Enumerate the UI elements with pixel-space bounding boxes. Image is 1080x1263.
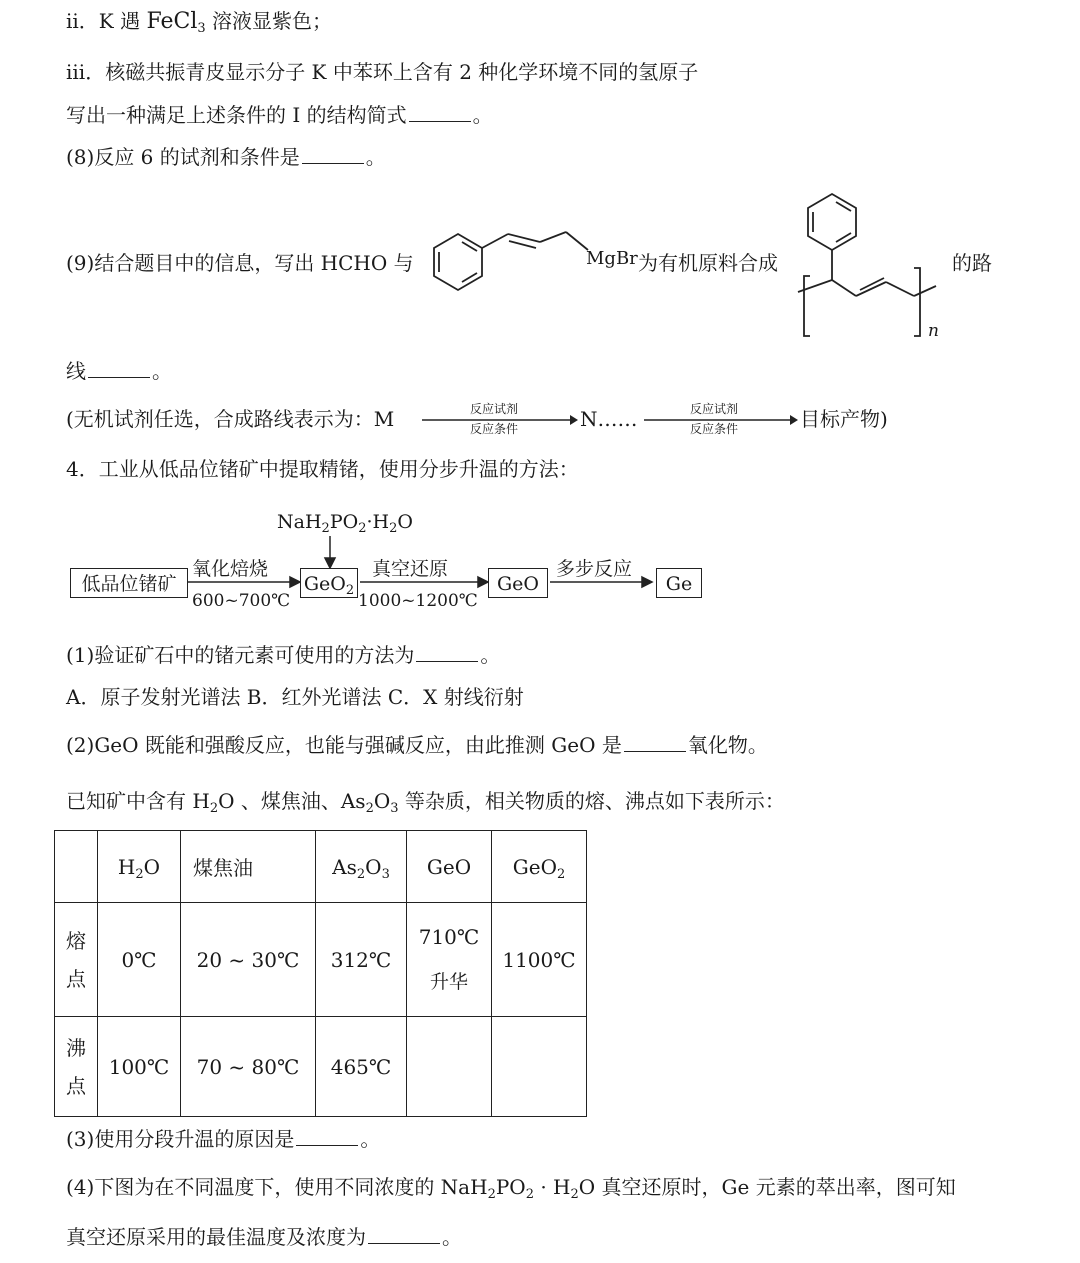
table-cell: 312℃ [316, 903, 407, 1017]
flow-step1-bottom: 600~700℃ [192, 591, 291, 611]
line-iii: iii．核磁共振青皮显示分子 K 中苯环上含有 2 种化学环境不同的氢原子 [66, 60, 699, 84]
route-format-b: N…… [580, 407, 638, 431]
arrow-condition-label-2: 反应条件 [690, 422, 739, 436]
answer-blank[interactable] [368, 1225, 440, 1244]
table-header-coal-tar: 煤焦油 [181, 831, 316, 903]
answer-blank[interactable] [302, 145, 364, 164]
question-4: 4．工业从低品位锗矿中提取精锗，使用分步升温的方法： [66, 457, 579, 481]
flow-step2-bottom: 1000~1200℃ [358, 591, 478, 611]
flow-step1-top: 氧化焙烧 [192, 558, 269, 580]
table-label-melting: 熔 点 [55, 903, 98, 1017]
route-format-a: (无机试剂任选，合成路线表示为：M [66, 407, 395, 431]
question-4-2: (2)GeO 既能和强酸反应，也能与强碱反应，由此推测 GeO 是 氧化物。 [66, 733, 768, 757]
line-ii: ii．K 遇 FeCl$_3$ 溶液显紫色； [66, 9, 333, 36]
table-row-melting [55, 903, 587, 1017]
flow-step3-top: 多步反应 [556, 558, 633, 580]
known-impurities: 已知矿中含有 $H_2O$ 、煤焦油、$As_2O_3$ 等杂质，相关物质的熔、沸点如下表所示： [66, 789, 785, 816]
route-format-c: 目标产物) [800, 407, 888, 431]
table-cell: 0℃ [98, 903, 181, 1017]
answer-blank[interactable] [409, 103, 471, 122]
table-header-row [55, 831, 587, 903]
table-row-boiling [55, 1017, 587, 1117]
table-header-h2o: $H_2O$ [98, 831, 181, 903]
question-4-1-options: A．原子发射光谱法 B．红外光谱法 C．X 射线衍射 [66, 685, 524, 709]
answer-blank[interactable] [624, 733, 686, 752]
table-cell: 20 ~ 30℃ [181, 903, 316, 1017]
question-9-mid: 为有机原料合成 [638, 251, 778, 275]
route-line: 线 。 [66, 359, 172, 383]
polymer-n: n [928, 321, 939, 341]
table-header-geo: GeO [407, 831, 492, 903]
answer-blank[interactable] [416, 643, 478, 662]
question-4-4: (4)下图为在不同温度下，使用不同浓度的 $NaH_2PO_2 \cdot H_2O$ 真空还原时，Ge 元素的萃出率，图可知 [66, 1175, 956, 1202]
flow-box-geo: GeO [488, 568, 548, 598]
table-cell: 1100℃ [492, 903, 587, 1017]
flow-box-ore: 低品位锗矿 [70, 568, 188, 598]
arrow-reagent-label-2: 反应试剂 [690, 402, 739, 416]
table-cell-geo-melt: 710℃ 升华 [407, 903, 492, 1017]
table-cell: 100℃ [98, 1017, 181, 1117]
flow-box-geo2: GeO$_2$ [300, 568, 358, 598]
flow-step2-top: 真空还原 [372, 558, 449, 580]
melting-boiling-table [54, 830, 587, 1117]
question-4-3: (3)使用分段升温的原因是 。 [66, 1127, 381, 1151]
table-header-geo2: GeO$_2$ [492, 831, 587, 903]
question-4-1: (1)验证矿石中的锗元素可使用的方法为 。 [66, 643, 501, 667]
answer-blank[interactable] [88, 359, 150, 378]
table-header-as2o3: $As_2O_3$ [316, 831, 407, 903]
question-8: (8)反应 6 的试剂和条件是 。 [66, 145, 386, 169]
line-structure-question: 写出一种满足上述条件的 I 的结构简式 。 [66, 103, 493, 127]
answer-blank[interactable] [296, 1127, 358, 1146]
arrow-reagent-label: 反应试剂 [470, 402, 519, 416]
arrow-condition-label: 反应条件 [470, 422, 519, 436]
question-4-4-cont: 真空还原采用的最佳温度及浓度为 。 [66, 1225, 462, 1249]
reagent-label: $NaH_2PO_2\cdot H_2O$ [277, 511, 413, 536]
question-9: (9)结合题目中的信息，写出 HCHO 与 [66, 251, 414, 275]
flow-box-ge: Ge [656, 568, 702, 598]
table-cell: 70 ~ 80℃ [181, 1017, 316, 1117]
table-cell [492, 1017, 587, 1117]
mgbr-label: MgBr [586, 248, 638, 269]
table-label-boiling: 沸 点 [55, 1017, 98, 1117]
table-cell [407, 1017, 492, 1117]
table-corner [55, 831, 98, 903]
table-cell: 465℃ [316, 1017, 407, 1117]
question-9-end: 的路 [952, 251, 992, 275]
